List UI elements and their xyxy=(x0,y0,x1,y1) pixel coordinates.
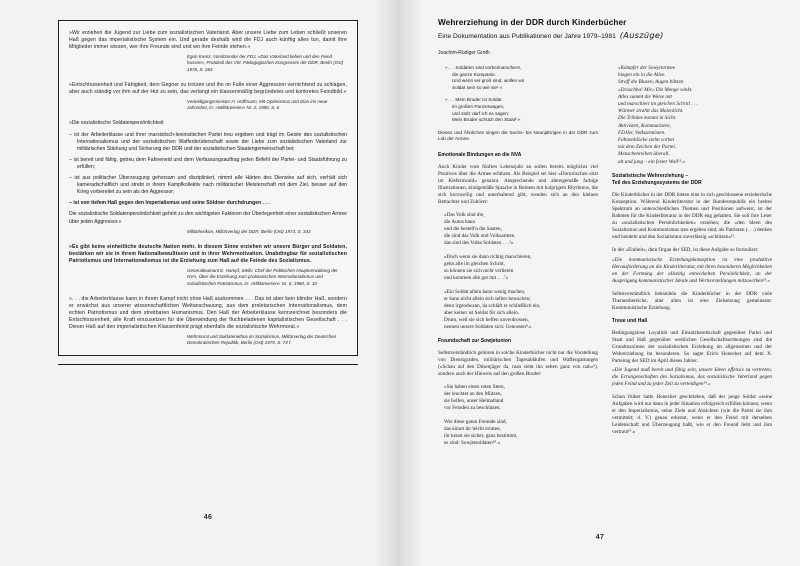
poem-line: so können sie sich nicht verlieren xyxy=(444,268,514,275)
quote-4-source: Generalleutnant E. Hampf, Stellv. Chef der Politischen Hauptverwaltung der NVA, Über die Erziehung zum proletarischen Internationalismus und sozialistischen Patriotismus, in: »Militärwesen« Nr. 8, 1980, S. 10 xyxy=(187,268,338,286)
spacer xyxy=(69,111,347,120)
section-paragraph: In der »Einheit«, dem Organ der SED, ist diese Aufgabe so formuliert: xyxy=(612,246,759,253)
poem-line: und die bestell'n die Saaten, xyxy=(444,226,502,233)
poem-block xyxy=(438,254,598,282)
poem-line: Menschenreihen überall, xyxy=(618,151,670,158)
section-paragraph: Selbstverständlich gehören in solche Kinderbücher nicht nur die Vorstellung von Dienstgraden, militärischen Tagesabläufen und Waffengattungen (»Schau auf den Düsenjäger da, man sieht ihn selten ganz von nah«⁹), sondern auch der Hinweis auf den großen Bruder: xyxy=(438,350,598,378)
poem-line: und marschiert im gleichen Schritt . . . xyxy=(618,101,698,108)
section-heading-sozialistische-wehrerziehung-line1: Sozialistische Wehrerziehung – xyxy=(612,172,689,179)
section-paragraph: Die Kinderbücher in der DDR bieten eine in sich geschlossene erzieherische Konzeption. Während Kinderliteratur in der Bundesrepublik ein breites Spektrum an unterschiedlichen Themen und Positionen aufweist, ist der Rahmen für die Kinderliteratur in der DDR eng gehalten. Sie soll ihre Leser zu »sozialistischen Persönlichkeiten« erziehen, die »den Ideen des Sozialismus und Kommunismus treu ergeben sind, als Patrioten (. . .) denken und handeln und den Sozialismus zuverlässig »schützen«¹². xyxy=(612,191,772,240)
poem-line: «Ein Soldat allein kann wenig machen, xyxy=(444,289,526,296)
poem-line: die sind das Volk und Volksarmee, xyxy=(444,233,516,240)
poem-line: denn irgendwann, da schläft er schließlich ein, xyxy=(444,303,541,310)
right-page-content xyxy=(438,18,783,454)
quote-3-source: Militärlexikon, Militärverlag der DDR, Berlin (Ost) 1973, S. 343 xyxy=(187,228,311,234)
left-page-number: 46 xyxy=(203,514,213,521)
poem-line: Wärmer strahlt das Maienlicht. xyxy=(618,108,684,115)
verse-line: Soldat sein so wie sie¹.« xyxy=(452,84,503,90)
quote-3-item: – ist aus politischer Überzeugung gehorsam und diszipliniert, nimmt alle Härten des Dienstes auf sich, verhält sich kameradschaftlich und strebt in ihrem Kampfkollektiv nach militärischer Meisterschaft mit dem Ziel, besser auf den Krieg vorbereitet zu sein als der Aggressor; xyxy=(69,175,347,196)
article-column-left xyxy=(438,65,598,454)
section-heading-emotionale-bindungen: Emotionale Bindungen an die NVA xyxy=(438,152,522,159)
poem-block xyxy=(438,384,598,412)
poem-line: das sind des Volks Soldaten . . .³« xyxy=(444,240,514,247)
poem-line: Wer diese guten Freunde sind, xyxy=(444,419,507,426)
poem-block-opening xyxy=(612,65,772,166)
section-paragraph: Selbstverständlich behandeln die Kinderbücher in der DDR viele Themenbereiche, aber allen ist eine Zielsetzung gemeinsam: Kommunistische Erziehung. xyxy=(612,290,772,311)
poem-block xyxy=(438,419,598,447)
quote-box xyxy=(58,20,358,356)
poem-line: das könnt ihr leicht erraten, xyxy=(444,426,501,433)
section-paragraph: Schon früher hatte Honecker geschrieben, daß der junge Soldat »seine Aufgaben wird nur dann in jeder Situation erfolgreich erfüllen können, wenn er den Imperialismus, seine Ziele und Absichten (wie die Partei sie ihm vermittelt; d. V.) genau erkennt, wenn er den Feind mit derselben Leidenschaft und Überzeugung haßt, wie er den Freund liebt und ihm vertraut¹⁵.« xyxy=(612,393,772,435)
spacer xyxy=(69,235,347,244)
article-author: Joachim-Rüdiger Groth xyxy=(438,50,490,56)
poem-line: er kann nicht allein sich selber bewachen; xyxy=(444,296,531,303)
poem-line: Aktivisten, Kommunisten, xyxy=(618,122,671,129)
poem-line: und kommen alle gut mit . . .⁷« xyxy=(444,275,509,282)
section-paragraph: Bedingungslose Loyalität und Einsatzbereitschaft gegenüber Partei und Staat und Haß gegenüber westlichen Gesellschaftsordnungen sind die Grundmaximen der sozialistischen Erziehung im allgemeinen und der Wehrerziehung im besonderen. So sagte Erich Honecker auf dem X. Parteitag der SED im April dieses Jahres: xyxy=(612,329,772,364)
left-page-content xyxy=(58,20,358,528)
poem-line: »Doch wenn sie dann richtig marschieren, xyxy=(444,254,532,261)
verse-line: die ganze Kompanie. xyxy=(452,71,497,77)
quote-3-item: – ist der Arbeiterklasse und ihrer marxistisch-leninistischen Partei treu ergeben und trägt im Geiste des sozialistischen Internationalismus und der sozialistischen Waffenbrüderschaft sowie der Liebe zum sozialistischen Vaterland zur militärischen Stärkung und Sicherung der DDR und der sozialistischen Staatengemeinschaft bei; xyxy=(69,131,347,152)
verse-line: ». . . Soldaten sind vorbeimarschiert, xyxy=(445,65,522,70)
verse-line: ». . . Mein Bruder ist Soldat xyxy=(445,97,502,103)
section-heading-sozialistische-wehrerziehung-line2: Teil des Erziehungssystems der DDR xyxy=(612,179,702,186)
quote-2-source: Verteidigungsminister H. Hoffmann, Mit Optimismus und Elan ins neue Jahrzehnt, in: »Militärwesen« Nr. 2, 1980, S. 6 xyxy=(187,99,328,111)
spacer xyxy=(69,287,347,296)
article-column-right xyxy=(612,65,772,454)
poem-line: biegen ein in die Allee. xyxy=(618,72,666,79)
footer-rule xyxy=(58,364,358,365)
verse-line: und stolz darf ich es sagen: xyxy=(452,110,510,116)
poem-line: alt und jung – ein fester Wall¹¹.« xyxy=(618,158,686,165)
poem-line: Die Tribüne kommt in Sicht. xyxy=(618,115,677,122)
verse-line: Mein Bruder schützt den Staat².« xyxy=(452,117,521,123)
poem-block xyxy=(438,289,598,331)
verse-line: im großen Panzerwagen, xyxy=(452,103,505,109)
poem-line: ihr kennt sie sicher, ganz bestimmt, xyxy=(444,433,518,440)
poem-line: vor Feinden zu beschützen. xyxy=(444,405,501,412)
quote-2-text: »Entschlossenheit und Fähigkeit, dem Gegner zu trotzen und ihn im Falle einer Aggression vernichtend zu schlagen, aber auch ständig vor ihm auf der Hut zu sein, das verlangt ein klassenmäßig begründetes und konkretes Feindbild.« xyxy=(69,81,347,95)
poem-line: »Druschba! Mir« Die Menge winkt. xyxy=(618,86,693,93)
section-heading-treue-und-hass: Treue und Haß xyxy=(612,317,648,324)
section-blockquote: »Die kommunistische Erziehungskonzeption ist eine produktive Herausforderung an die Kinderliteratur, mit ihren besonderen Möglichkeiten an der Formung der allseitig entwickelten Persönlichkeit, an der Ausprägung kommunistischer Ideale und Wertvorstellungen mitzuwirken¹³.« xyxy=(612,256,772,284)
poem-line: FDJler, Volksarmisten. xyxy=(618,129,666,136)
poem-line: »Kämpfer der Sowjetarmee xyxy=(618,65,676,71)
quote-3-item-bold: – ist von tiefem Haß gegen den Imperialismus und seine Söldner durchdrungen . . . xyxy=(69,200,270,207)
poem-line: »Das Volk sind die, xyxy=(444,212,485,219)
quote-1-text: »Wir erziehen die Jugend zur Liebe zum sozialistischen Vaterland. Aber unsere Liebe zum Leben schließt unseren Haß gegen das imperialistische System ein. Und gerade deshalb wird die FDJ auch künftig alles tun, damit ihre Mitglieder immer wissen, wer ihre Freunde sind und wo ihre Feinde stehen.« xyxy=(69,30,347,51)
verse-block xyxy=(438,65,598,91)
quote-5-text: ». . . die Arbeiterklasse kann in ihrem Kampf nicht ohne Haß auskommen . . . Das ist aber kein blinder Haß, sondern er erwächst aus unserer wissenschaftlichen Weltanschauung, aus dem proletarischen Internationalismus, dem echten Patriotismus und dem streitbaren Humanismus. Den Haß der Arbeiterklasse kennzeichnet besonders die Entschlossenheit, alle Kraft einzusetzen für die Überwindung der fluchbeladenen kapitalistischen Gesellschaft . . . Dieser Haß auf den imperialistischen Klassenfeind prägt ebenfalls die sozialistische Wehrmoral.« xyxy=(69,295,347,331)
poem-line: Fahnenblöcke ziehn vorbei xyxy=(618,137,675,144)
quote-3-closing: Die sozialistische Soldatenpersönlichkeit gehört zu den wichtigsten Faktoren der Überlegenheit einer sozialistischen Armee über jeden Aggressor.« xyxy=(69,211,347,225)
page-subtitle: Eine Dokumentation aus Publikationen der Jahre 1979–1981 xyxy=(438,33,616,40)
poem-line: die Autos baun xyxy=(444,219,476,226)
poem-line: »Sie haben einen roten Stern, xyxy=(444,384,505,391)
poem-line: gehn alle im gleichen Schritt, xyxy=(444,261,505,268)
spacer xyxy=(69,73,347,82)
poem-line: Alles summt die Weise mit xyxy=(618,93,672,100)
right-page-number: 47 xyxy=(595,534,605,541)
page-title: Wehrerziehung in der DDR durch Kinderbücher xyxy=(438,18,627,27)
verse-commentary: Dieses und Ähnliches singen die Sechs- bis Neunjährigen in der DDR zum Lob der Armee. xyxy=(438,129,598,142)
quote-1-source: Egon Krenz, Vorsitzender der FDJ, »Das Vaterland lieben und den Feind hassen«, Protokoll des VIII. Pädagogischen Kongresses der DDR, Berlin (Ost) 1978, S. 264 xyxy=(187,54,344,72)
page-subtitle-row xyxy=(438,30,783,40)
poem-line: sie helfen, unser Heimatland xyxy=(444,398,504,405)
poem-line: mit dem Zeichen der Partei. xyxy=(618,144,677,151)
quote-5-source: Wehrmoral und Soldatenethos im Sozialismus, Militärverlag der Deutschen Demokratischen Republik, Berlin (Ost) 1975, S. 74 f. xyxy=(187,334,337,346)
poem-line: der leuchtet an den Mützen, xyxy=(444,391,502,398)
section-heading-freundschaft-sowjetunion: Freundschaft zur Sowjetunion xyxy=(438,338,512,345)
poem-line: Drum, weil sie sich helfen unverdrossen, xyxy=(444,317,529,324)
poem-line: aber keiner ist Soldat für sich allein. xyxy=(444,310,520,317)
poem-line: es sind: Sowjetsoldaten¹⁰.« xyxy=(444,440,501,447)
page-subtitle-handwritten-note: (Auszüge) xyxy=(619,30,664,40)
poem-line: Straff die Blusen, Augen blitzen xyxy=(618,79,684,86)
quote-3-item: – ist bereit und fähig, getreu dem Fahneneid und dem Verfassungsauftrag jeden Befehl der Partei- und Staatsführung zu erfüllen; xyxy=(69,156,347,170)
right-page xyxy=(400,0,800,566)
article-columns xyxy=(438,65,783,454)
poem-line: nennen unsere Soldaten sich: Genossen⁸.« xyxy=(444,324,532,331)
verse-block xyxy=(438,97,598,123)
section-paragraph: Auch Kinder vom fünften Lebensjahr an sollen bereits möglichst viel Positives über die Armee erfahren. Als Beispiel sei hier »Dornröschen sitzt im Kiefernwald« genannt. Ansprechende und altersgemäße farbige Illustrationen, kindgemäße Sprache in Reimen mit holprigem Rhythmus, die sich kurzweilig und unterhaltend gibt, wenden sich an den kleinen Betrachter und Zuhörer: xyxy=(438,164,598,206)
quote-4-text: »Es gibt keine einheitliche deutsche Nation mehr. In diesem Sinne erziehen wir unsere Bürger und Soldaten, bestärken wir sie in ihrem Nationalbewußtsein und in ihrer Wehrmotivation. Unabdingbar für sozialistischen Patriotismus und Internationalismus ist die Erziehung zum Haß auf die Feinde des Sozialismus. xyxy=(69,243,347,264)
section-blockquote: »Die Jugend muß bereit und fähig sein, unsere Ideen offensiv zu vertreten, die Errungenschaften des Sozialismus, das sozialistische Vaterland gegen jeden Feind und zu jeder Zeit zu verteidigen¹⁴.« xyxy=(612,366,772,387)
verse-line: Und wenn wir groß sind, wollen wir xyxy=(452,78,525,84)
poem-block xyxy=(438,212,598,247)
quote-3-heading: »Die sozialistische Soldatenpersönlichkeit xyxy=(69,120,164,127)
